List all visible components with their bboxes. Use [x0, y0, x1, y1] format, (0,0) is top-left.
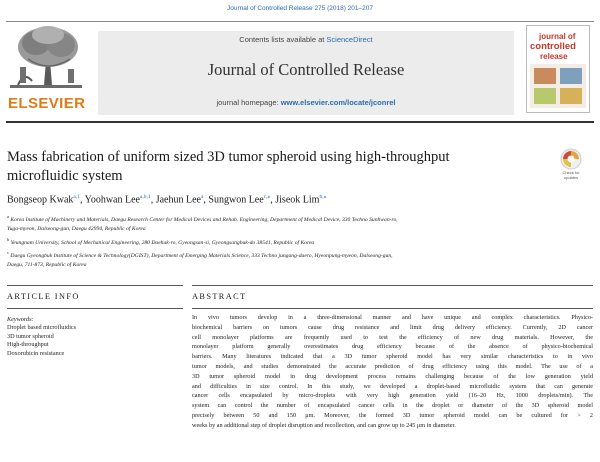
affiliation-item-continued: Yuga-myeon, Dalseong-gun, Daegu 42994, Republic of Korea — [7, 226, 146, 233]
affiliation-marker: b — [7, 236, 10, 242]
journal-cover-thumbnail[interactable] — [526, 25, 590, 113]
author-affiliation-marker[interactable]: a,b,1 — [139, 194, 151, 200]
cover-artwork-icon — [530, 64, 586, 108]
abstract-line: cell monolayer platforms are frequently used to test the efficiency of new drug materials. However, the — [192, 333, 593, 341]
author-name[interactable]: Bongseop Kwak — [7, 194, 74, 206]
homepage-link[interactable]: www.elsevier.com/locate/jconrel — [280, 98, 396, 107]
affiliation-marker: a — [7, 214, 9, 219]
author-separator: , — [203, 194, 209, 206]
contents-line — [98, 35, 514, 44]
author-affiliation-marker[interactable]: b,⁎ — [319, 194, 327, 200]
contents-prefix: Contents lists available at — [239, 35, 327, 44]
author-affiliation-marker[interactable]: a — [200, 194, 204, 200]
abstract-line: and difficulties in size control. In this study, we developed a droplet-based microfluidic system that can generate — [192, 382, 593, 390]
abstract-heading: ABSTRACT — [192, 292, 247, 301]
journal-citation[interactable]: Journal of Controlled Release 275 (2018) 201–207 — [227, 5, 373, 12]
affiliation-text: Yeungnam University, School of Mechanical Engineering, 280 Daehak-ro, Gyeongsan-si, Gyeongsangbuk-do 38541, Republic of Korea — [10, 239, 315, 246]
homepage-line — [98, 98, 514, 107]
check-updates-label — [552, 171, 590, 180]
cover-title-line1: journal of — [539, 32, 576, 41]
affiliation-item — [7, 212, 593, 225]
author-name[interactable]: Jaehun Lee — [155, 194, 201, 206]
keyword-item: High-throughput — [7, 341, 49, 349]
author-separator: , — [79, 194, 85, 206]
abstract-line: barriers. Many literatures indicated that a 3D tumor spheroid model has very similar characteristics to in vivo — [192, 353, 593, 361]
affiliation-item — [7, 235, 593, 248]
cover-title-line2: controlled — [530, 41, 576, 52]
affiliation-marker: c — [7, 249, 9, 255]
keywords-label: Keywords: — [7, 316, 34, 323]
journal-banner — [6, 23, 594, 117]
keyword-item: Droplet based microfluidics — [7, 324, 77, 332]
affiliation-text: Korea Institute of Machinery and Materials, Daegu Research Center for Medical Devices and Rehab. Engineering, Department of Medical Device, 330 Techno Sunhwan-ro, — [10, 216, 398, 223]
keyword-item: Doxorubicin resistance — [7, 349, 65, 357]
abstract-line: biochemical barriers on tumors cause drug resistance and limit drug delivery efficiency. Currently, 2D cancer — [192, 323, 593, 331]
abstract-line: system can control the number of encapsulated cancer cells in the droplet or diameter of the 3D spheroid model — [192, 402, 593, 410]
affiliation-text: Daegu Gyeongbuk Institute of Science & Technology(DGIST), Department of Emerging Materials Science, 333 Techno jungang-daero, Hyeonpung-myeon, Dalseong-gun, — [10, 252, 393, 259]
abstract-line: 3D tumor spheroid model in drug development process remains challenging because of the low generation yield — [192, 372, 593, 380]
article-info-bottom-rule — [7, 308, 183, 309]
keywords-section — [7, 316, 183, 358]
article-info-top-rule — [7, 285, 183, 286]
affiliation-list — [7, 212, 593, 271]
keyword-item: 3D tumor spheroid — [7, 332, 54, 340]
author-name[interactable]: Yoohwan Lee — [84, 194, 140, 206]
abstract-line: cancer cells encapsulated by micro-droplets with very high generation yield (16–20 Hz, 1000 droplets/min). The — [192, 392, 593, 400]
author-name[interactable]: Jiseok Lim — [275, 194, 320, 206]
author-list — [7, 194, 587, 205]
abstract-body — [192, 313, 593, 431]
article-info-heading: ARTICLE INFO — [7, 292, 80, 301]
article-title-line2: microfluidic system — [7, 168, 123, 184]
publisher-name: ELSEVIER — [8, 95, 86, 112]
affiliation-item-continued: Daegu, 711-873, Republic of Korea — [7, 262, 87, 269]
abstract-top-rule — [192, 285, 593, 286]
cover-title-line3: release — [540, 52, 568, 61]
abstract-bottom-rule — [192, 308, 593, 309]
check-for-updates-button[interactable] — [552, 148, 590, 184]
author-separator: , — [150, 194, 156, 206]
header-thick-divider — [6, 121, 594, 123]
abstract-line: tumor models, and studies demonstrated the accurate prediction of drug efficiency using this model. The use of a — [192, 362, 593, 370]
sciencedirect-link[interactable]: ScienceDirect — [326, 35, 373, 44]
author-affiliation-marker[interactable]: a,1 — [73, 194, 80, 200]
elsevier-tree-logo-icon[interactable] — [6, 23, 92, 117]
abstract-line: precisely between 50 and 150 μm. Moreover, the formed 3D tumor spheroid model can be cultured for > 2 — [192, 411, 593, 419]
article-title — [7, 148, 527, 186]
affiliation-item — [7, 248, 593, 261]
author-affiliation-marker[interactable]: c,⁎ — [263, 194, 271, 200]
check-updates-icon — [560, 148, 582, 170]
journal-title[interactable]: Journal of Controlled Release — [207, 60, 405, 79]
author-name[interactable]: Sungwon Lee — [208, 194, 264, 206]
author-separator: , — [270, 194, 276, 206]
check-updates-label-line2: updates — [563, 174, 579, 180]
abstract-line: monolayer platform generally overestimates drug efficiency because of the absence of physico-biochemical — [192, 343, 593, 351]
check-updates-label-line1: Check for — [562, 170, 580, 175]
homepage-prefix: journal homepage: — [216, 98, 281, 107]
abstract-line: In vivo tumors develop in a three-dimensional manner and have unique and complex characteristics. Physico- — [192, 314, 593, 321]
journal-info-box — [98, 31, 514, 115]
header-divider — [6, 21, 594, 22]
abstract-line: weeks by an additional step of droplet disruption and recollection, and can grow up to 245 μm in diameter. — [192, 421, 456, 429]
article-title-line1: Mass fabrication of uniform sized 3D tumor spheroid using high-throughput — [7, 149, 450, 165]
